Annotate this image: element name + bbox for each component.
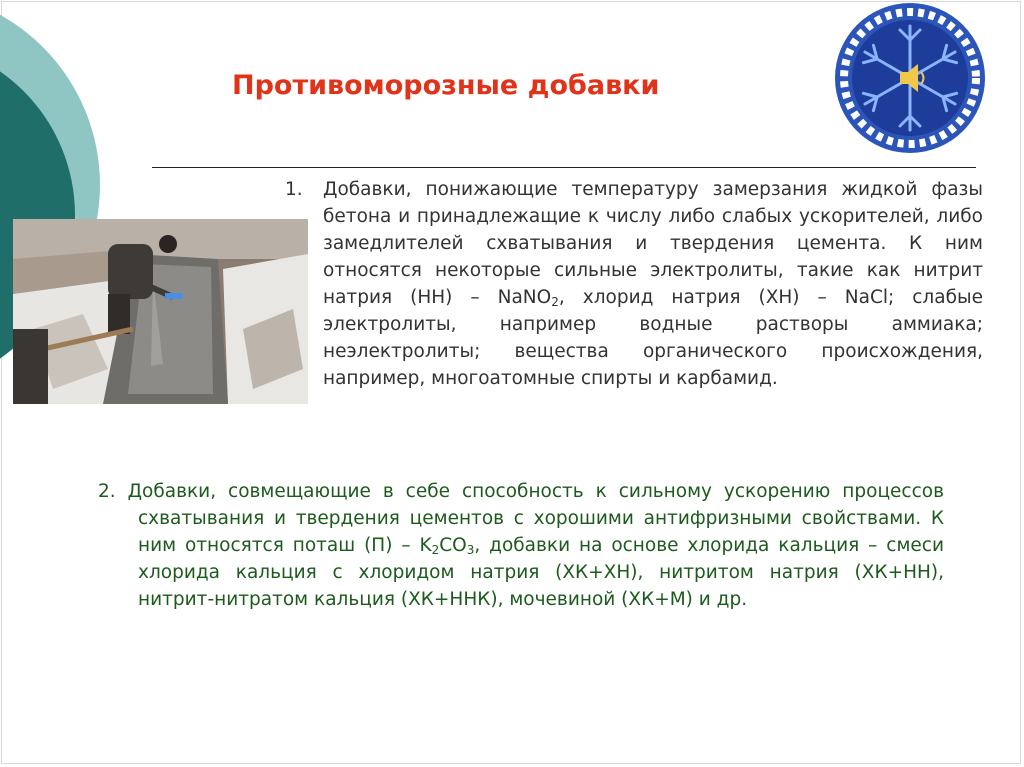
item-2-text-part2: CO — [439, 535, 467, 556]
subscript: 3 — [466, 543, 475, 557]
item-2-text-part3: , добавки на основе хлорида кальция – смеси хлорида кальция с хлоридом натрия (ХК+ХН), нитритом натрия (ХК+НН), нитрит-нитратом кальция (ХК+ННК), мочевиной (ХК+М) и др. — [138, 535, 944, 610]
page-title: Противоморозные добавки — [232, 70, 660, 101]
item-2-text — [98, 478, 944, 613]
additive-item-1 — [285, 176, 983, 392]
concrete-work-photo — [13, 219, 308, 404]
title-divider — [152, 167, 976, 168]
snowflake-emblem — [834, 2, 986, 154]
item-1-text-part2: , хлорид натрия (ХН) – NaCl; слабые электролиты, например водные растворы аммиака; неэлектролиты; вещества органического происхождения, например, многоатомные спирты и карбамид. — [323, 287, 983, 389]
subscript: 2 — [431, 543, 440, 557]
item-1-text-part1: Добавки, понижающие температуру замерзания жидкой фазы бетона и принадлежащие к числу либо слабых ускорителей, либо замедлителей схватывания и твердения цемента. К ним относятся некоторые сильные электролиты, такие как нитрит натрия (НН) – NaNO — [323, 179, 983, 308]
additive-item-2 — [98, 478, 944, 613]
item-1-text — [323, 176, 983, 392]
item-2-text-part1: 2. Добавки, совмещающие в себе способность к сильному ускорению процессов схватывания и твердения цементов с хорошими антифризными свойствами. К ним относятся поташ (П) – K — [98, 481, 944, 556]
list-number: 1. — [285, 179, 303, 200]
subscript: 2 — [551, 295, 559, 309]
